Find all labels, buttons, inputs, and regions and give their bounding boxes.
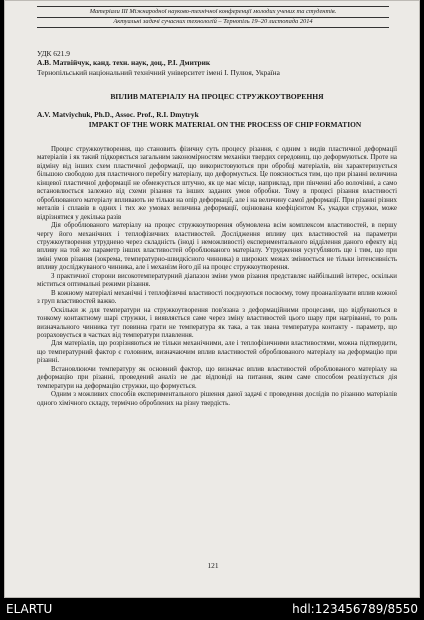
paragraph: Оскільки ж для температури на стружкоутворення пов'язана з деформаційними процесами, що відбуваються в тонкому контактному шарі стружки, і виявляється саме через зміну властивостей цього шару при нагріванні, то роль визначального чинника тут повинна грати не температура як така, а так звана температура контакту - параметр, що розраховується в частках від температури плавлення. <box>37 306 397 339</box>
paragraph: Одним з можливих способів експериментального рішення даної задачі є проведення дослідів по різанню матеріалів одного хімічного складу, термічно оброблених на різну твердість. <box>37 391 397 407</box>
paragraph: В кожному матеріалі механічні і теплофізичні властивості поєднуються посвоєму, тому проаналізувати вплив кожної з груп властивостей важко. <box>37 289 397 306</box>
title-english: IMPAKT OF THE WORK MATERIAL ON THE PROCESS OF CHIP FORMATION <box>88 120 362 129</box>
repository-footer <box>0 599 424 620</box>
paragraph: Дія оброблюваного матеріалу на процес стружкоутворення обумовлена всім комплексом властивостей, в першу чергу його механічних і теплофізичних властивостей. Дослідження впливу цих властивостей на параметри стружкоутворення утруднено через складність (іноді і неможливості) експериментального відділення даного ефекту від впливу на той же параметр інших властивостей оброблюваного матеріалу. Утрудження усугубляють ще і тим, що при зміні умов різання (зокрема, температурно-швидкісного чинника) в широких межах змінюється не тільки інтенсивність впливу досліджуваного чинника, але і механізм його дії на процес стружкоутворення. <box>37 222 397 272</box>
page-number: 121 <box>207 561 219 570</box>
repository-name: ELARTU <box>6 602 53 616</box>
affiliation: Тернопільський національний технічний університет імені І. Пулюя, Україна <box>37 67 280 77</box>
document-page <box>4 0 420 598</box>
title-ukrainian: ВПЛИВ МАТЕРІАЛУ НА ПРОЦЕС СТРУЖКОУТВОРЕННЯ <box>110 92 324 101</box>
paragraph: З практичної сторони високотемпературний діапазон зміни умов різання представляє найбільший інтерес, оскільки міститься оптимальні режими різання. <box>37 272 397 289</box>
authors-english: A.V. Matviychuk, Ph.D., Assoc. Prof., R.I. Dmytryk <box>37 110 199 119</box>
paragraph: Встановлюючи температуру як основний фактор, що визначає вплив властивостей оброблюваного матеріалу на деформацію при різанні, проведений аналіз не дає відповіді на питання, яким саме способом реалізується дія температури на деформацію стружки, що формується. <box>37 365 397 390</box>
article-body <box>37 146 397 408</box>
header-line-1: Матеріали ІІІ Міжнародної науково-технічної конференції молодих учених та студентів. <box>89 8 337 15</box>
authors-ua: А.В. Матвійчук, канд. техн. наук, доц., Р.І. Дмитрик <box>37 58 211 68</box>
conference-header <box>37 6 389 28</box>
paragraph: Процес стружкоутворення, що становить фізичну суть процесу різання, є одним з видів пластичної деформації матеріалів і як такий підкоряється загальним закономірностям механіки твердих середовищ, що деформуються. Проте на відміну від інших схем пластичної деформації, що використовуються при обробці матеріалів, він характеризується більшою свободою для пластичного перебігу матеріалу, що деформується. Це пояснюється тим, що при різанні величина кінцевої пластичної деформації не обмежується штучно, як це має місце, наприклад, при пінченні або волочінні, а само встановлюється залежно від схеми різання та інших заданих умов обробки. Тому в процесі різання властивості оброблюваного матеріалу впливають не тільки на опір деформації, але і на величину самої деформації. При різанні різних металів і сплавів в одних і тих же умовах величина деформації, оцінювана коефіцієнтом Kₛ укадки стружки, може відрізнятися у декілька разів <box>37 146 397 221</box>
header-line-2: Актуальні задачі сучасних технологій – Тернопіль 19–20 листопада 2014 <box>37 17 389 27</box>
paragraph: Для матеріалів, що розрізняються не тільки механічними, але і теплофізичними властивостями, можна підтвердити, що температурний фактор є головним, визначаючим вплив властивостей оброблюваного матеріалу на деформацію при різанні. <box>37 340 397 365</box>
udc-code: УДК 621.9 <box>37 49 70 58</box>
handle-id: hdl:123456789/8550 <box>292 602 418 616</box>
article-meta <box>37 49 397 77</box>
